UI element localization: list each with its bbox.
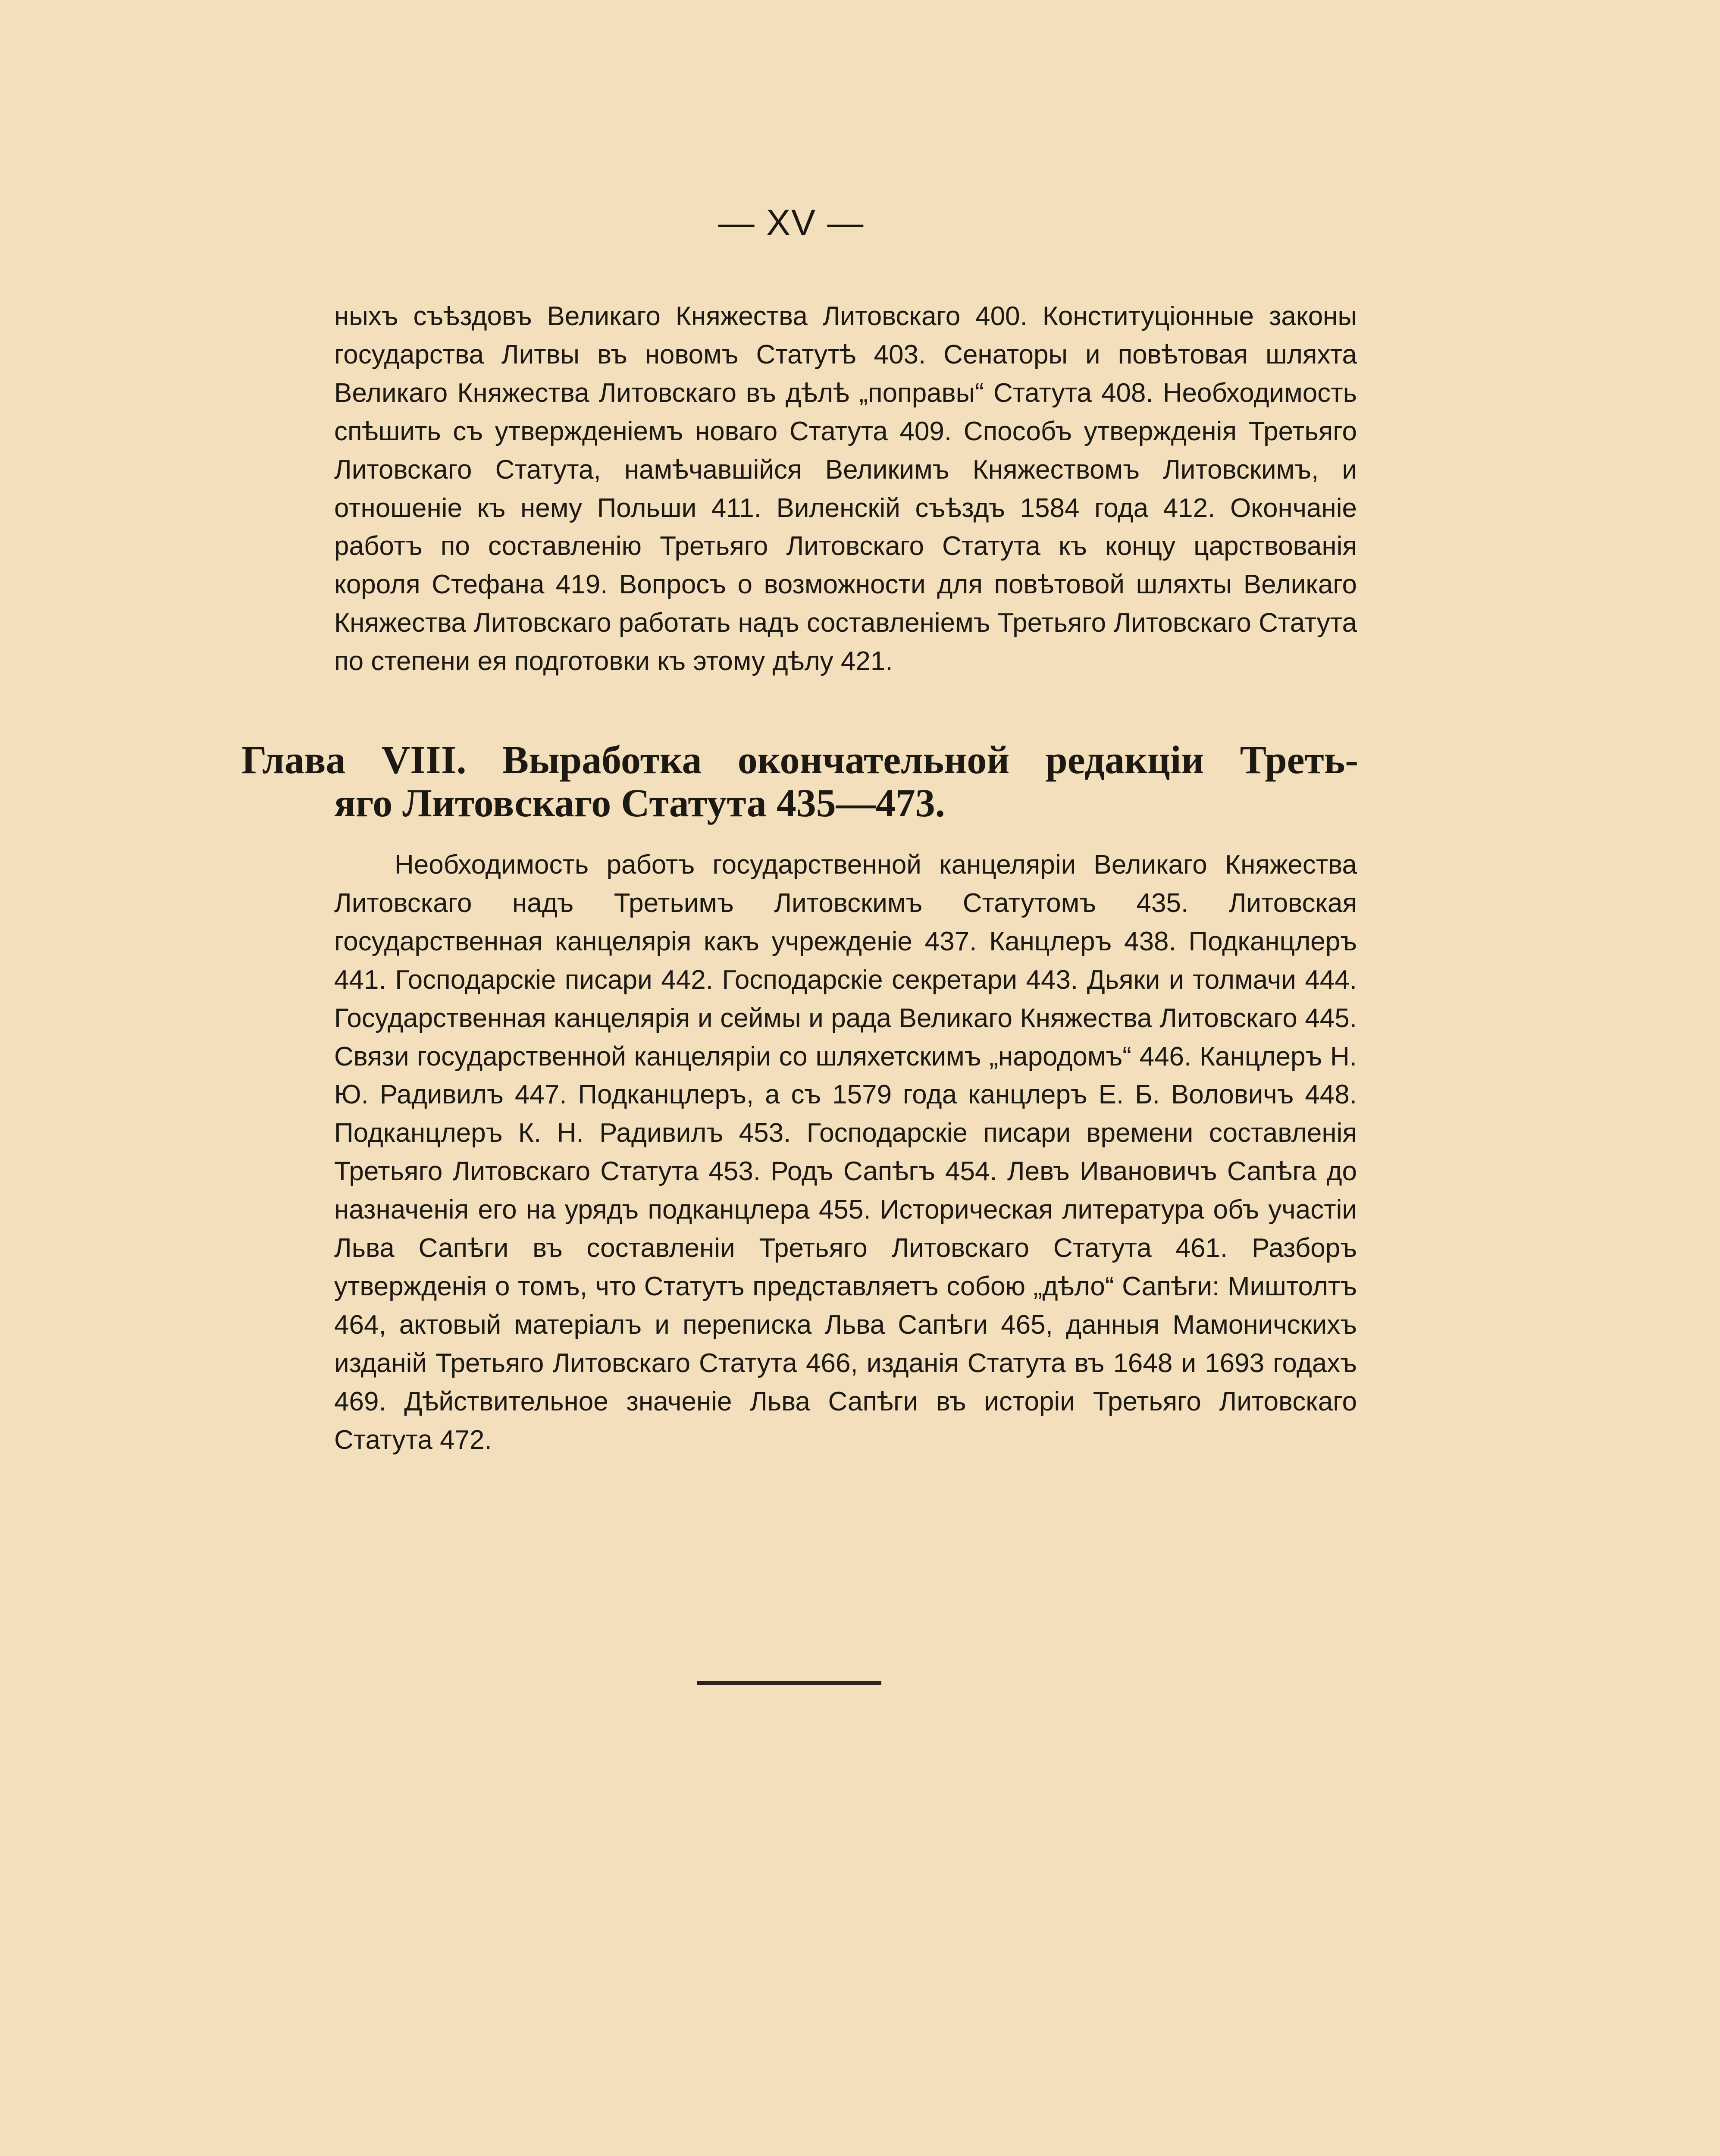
chapter-heading-line-2: яго Литовскаго Статута 435—473. <box>334 781 945 825</box>
chapter-heading-line-1: Глава VIII. Выработка окончательной редакціи Треть- <box>241 738 1358 782</box>
page-number: — XV — <box>718 202 865 243</box>
chapter-heading <box>241 738 1358 824</box>
chapter-summary <box>334 846 1357 1545</box>
chapter-summary-paragraph: Необходимость работъ государственной канцеляріи Великаго Княжества Литовскаго надъ Третьимъ Литовскимъ Статутомъ 435. Литовская государственная канцелярія какъ учрежденіе 437. Канцлеръ 438. Подканцлеръ 441. Господарскіе писари 442. Господарскіе секретари 443. Дьяки и толмачи 444. Государственная канцелярія и сеймы и рада Великаго Княжества Литовскаго 445. Связи государственной канцеляріи со шляхетскимъ „народомъ“ 446. Канцлеръ Н. Ю. Радивилъ 447. Подканцлеръ, а съ 1579 года канцлеръ Е. Б. Воловичъ 448. Подканцлеръ К. Н. Радивилъ 453. Господарскіе писари времени составленія Третьяго Литовскаго Статута 453. Родъ Сапѣгъ 454. Левъ Ивановичъ Сапѣга до назначенія его на урядъ подканцлера 455. Историческая литература объ участіи Льва Сапѣги въ составленіи Третьяго Литовскаго Статута 461. Разборъ утвержденія о томъ, что Статутъ представляетъ собою „дѣло“ Сапѣги: Миштолтъ 464, актовый матеріалъ и переписка Льва Сапѣги 465, данныя Мамоничскихъ изданій Третьяго Литовскаго Статута 466, изданія Статута въ 1648 и 1693 годахъ 469. Дѣйствительное значеніе Льва Сапѣги въ исторіи Третьяго Литовскаго Статута 472. <box>334 850 1357 1455</box>
end-rule-divider <box>697 1681 881 1685</box>
continuation-paragraph: ныхъ съѣздовъ Великаго Княжества Литовскаго 400. Конституціонные законы государства Литвы въ новомъ Статутѣ 403. Сенаторы и повѣтовая шляхта Великаго Княжества Литовскаго въ дѣлѣ „поправы“ Статута 408. Необходимость спѣшить съ утвержденіемъ новаго Статута 409. Способъ утвержденія Третьяго Литовскаго Статута, намѣчавшійся Великимъ Княжествомъ Литовскимъ, и отношеніе къ нему Польши 411. Виленскій съѣздъ 1584 года 412. Окончаніе работъ по составленію Третьяго Литовскаго Статута къ концу царствованія короля Стефана 419. Вопросъ о возможности для повѣтовой шляхты Великаго Княжества Литовскаго работать надъ составленіемъ Третьяго Литовскаго Статута по степени ея подготовки къ этому дѣлу 421. <box>334 301 1357 677</box>
